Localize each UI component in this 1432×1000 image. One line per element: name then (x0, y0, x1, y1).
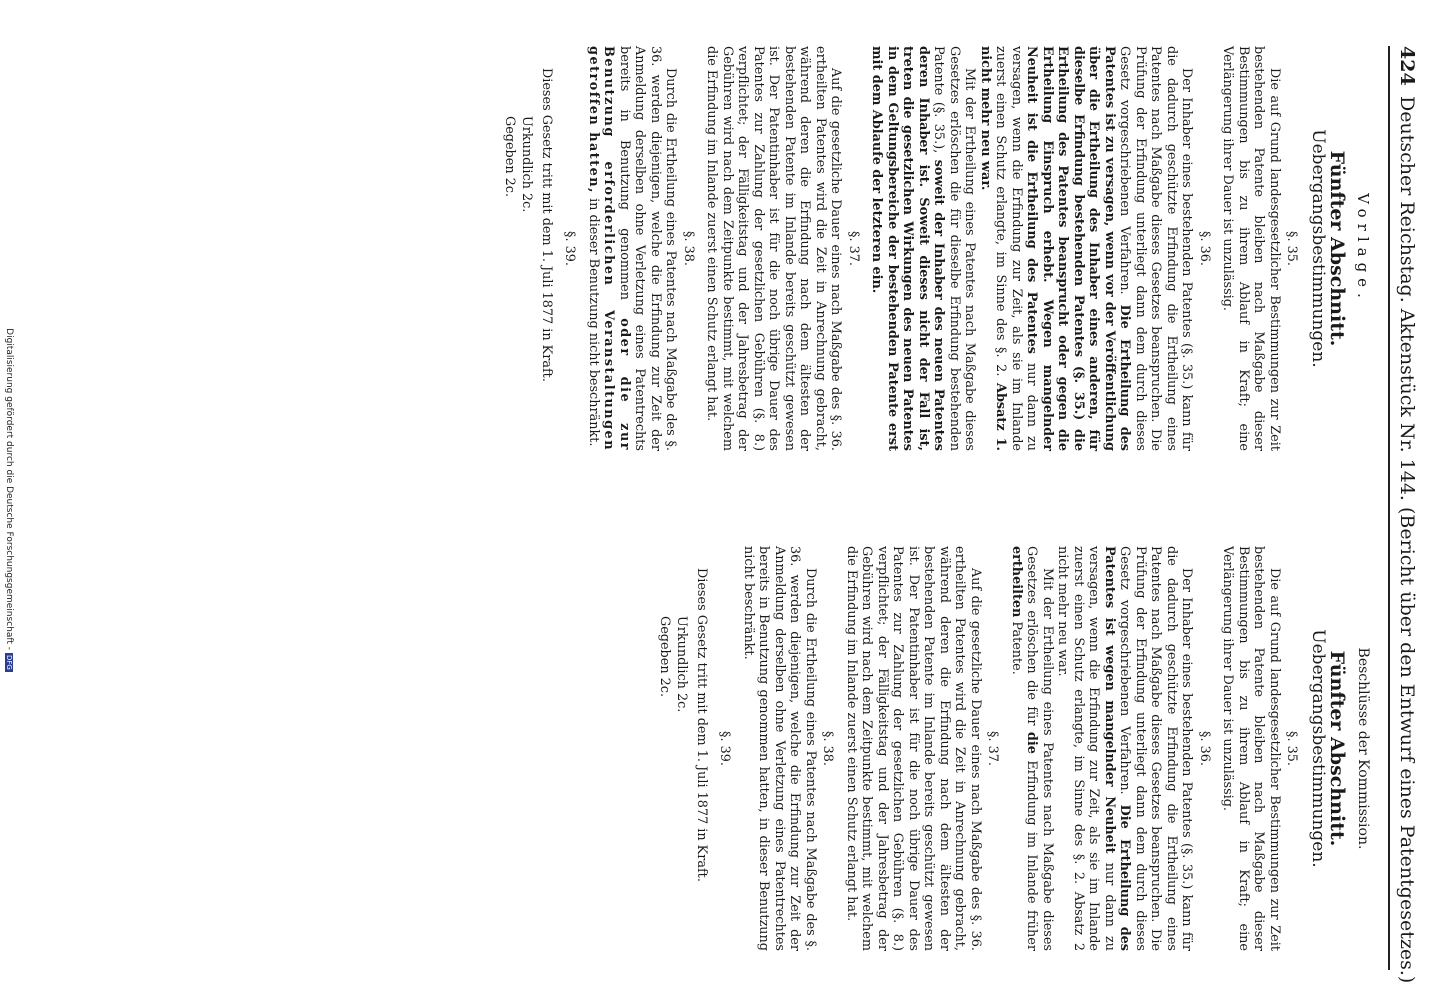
column-title: Vorlage. (1354, 193, 1372, 304)
paragraph-number: §. 35. (1284, 231, 1300, 266)
running-head: Deutscher Reichstag. Aktenstück Nr. 144. (Bericht über den Entwurf eines Patentgesetzes.) (1396, 96, 1418, 984)
paragraph-number: §. 39. (562, 231, 578, 266)
signature-line: Gegeben 2c. (657, 616, 672, 698)
paragraph-text: Die auf Grund landesgesetzlicher Bestimmungen zur Zeit bestehenden Patente bleiben nach Maßgabe dieser Bestimmungen bis zu ihrem Ablauf in Kraft; eine Verlängerung ihrer Dauer ist unzulässig. (1220, 46, 1282, 451)
section-subtitle: Uebergangsbestimmungen. (1308, 129, 1328, 368)
paragraph-text: Der Inhaber eines bestehenden Patentes (§. 35.) kann für die dadurch geschützte Erfindung die Ertheilung eines Patentes nach Maßgabe dieses Gesetzes beanspruchen. Die Prüfung der Erfindung unterliegt dann dem durch dieses Gesetz vorgeschriebenen Verfahren. Die Ertheilung des Patentes ist zu versagen, wenn vor der Veröffentlichung über die Ertheilung des Inhaber eines anderen, für dieselbe Erfindung bestehenden Patentes (§. 35.) die Ertheilung des Patentes beansprucht oder gegen die Ertheilung Einspruch erhebt. Wegen mangelnder Neuheit ist die Ertheilung des Patentes nur dann zu versagen, wenn die Erfindung zur Zeit, als sie im Inlande zuerst einen Schutz erlangte, im Sinne des §. 2. Absatz 1. nicht mehr neu war. (978, 46, 1195, 451)
page-number: 424 (1396, 46, 1418, 86)
section-subtitle: Uebergangsbestimmungen. (1308, 629, 1328, 868)
paragraph-number: §. 37. (985, 731, 1001, 766)
signature-line: Urkundlich 2c. (519, 116, 535, 213)
paragraph-text: Auf die gesetzliche Dauer eines nach Maßgabe des §. 36. ertheilten Patentes wird die Zeit in Anrechnung gebracht, während deren die Erfindung nach dem ältesten der bestehenden Patente im Inlande bereits geschützt gewesen ist. Der Patentinhaber ist für die noch übrige Dauer des Patentes zur Zahlung der gesetzlichen Gebühren (§. 8.) verpflichtet; der Fälligkeitstag und der Jahresbetrag der Gebühren wird nach dem Zeitpunkte bestimmt, mit welchem die Erfindung im Inlande zuerst einen Schutz erlangt hat. (844, 546, 983, 951)
paragraph-number: §. 39. (717, 731, 733, 766)
paragraph-number: §. 36. (1197, 731, 1212, 766)
paragraph-number: §. 38. (820, 731, 836, 766)
paragraph-text: Der Inhaber eines bestehenden Patentes (§. 35.) kann für die dadurch geschützte Erfindung die Ertheilung eines Patentes nach Maßgabe dieses Gesetzes beanspruchen. Die Prüfung der Erfindung unterliegt dann dem durch dieses Gesetz vorgeschriebenen Verfahren. Die Ertheilung des Patentes ist wegen mangelnder Neuheit nur dann zu versagen, wenn die Erfindung zur Zeit, als sie im Inlande zuerst einen Schutz erlangte, im Sinne des §. 2. Absatz 2 nicht mehr neu war. (1055, 546, 1195, 951)
dfg-logo-icon: DFG (5, 655, 13, 670)
section-title: Fünfter Abschnitt. (1326, 150, 1349, 347)
paragraph-number: §. 35. (1284, 731, 1300, 766)
paragraph-text: Dieses Gesetz tritt mit dem 1. Juli 1877 in Kraft. (694, 568, 709, 882)
paragraph-number: §. 38. (681, 231, 696, 266)
paragraph-number: §. 37. (846, 231, 861, 266)
paragraph-text: Auf die gesetzliche Dauer eines nach Maßgabe des §. 36. ertheilten Patentes wird die Zeit in Anrechnung gebracht, während deren die Erfindung nach dem ältesten der bestehenden Patente im Inlande bereits geschützt gewesen ist. Der Patentinhaber ist für die noch übrige Dauer des Patentes zur Zahlung der gesetzlichen Gebühren (§. 8.) verpflichtet; der Fälligkeitstag und der Jahresbetrag der Gebühren wird nach dem Zeitpunkte bestimmt, mit welchem die Erfindung im Inlande zuerst einen Schutz erlangt hat. (704, 46, 844, 451)
paragraph-text: Dieses Gesetz tritt mit dem 1. Juli 1877 in Kraft. (539, 68, 554, 382)
signature-line: Urkundlich 2c. (674, 616, 690, 713)
header-rule (1388, 46, 1390, 970)
digitization-credit: Digitalisierung gefördert durch die Deutsche Forschungsgemeinschaft -DFG (4, 328, 14, 670)
column-title: Beschlüsse der Kommission. (1355, 647, 1371, 850)
paragraph-text: Durch die Ertheilung eines Patentes nach Maßgabe des §. 36. werden diejenigen, welche die Erfindung zur Zeit der Anmeldung derselben ohne Verletzung eines Patentrechts bereits in Benutzung genommen oder die zur Benutzung erforderlichen Veranstaltungen getroffen hatten, in dieser Benutzung nicht beschränkt. (586, 46, 679, 451)
paragraph-text: Die auf Grund landesgesetzlicher Bestimmungen zur Zeit bestehenden Patente bleiben nach Maßgabe dieser Bestimmungen bis zu ihrem Ablauf in Kraft; eine Verlängerung ihrer Dauer ist unzulässig. (1220, 546, 1282, 951)
signature-line: Gegeben 2c. (502, 116, 517, 198)
column-vorlage (502, 46, 1373, 451)
column-beschluesse (657, 546, 1373, 951)
paragraph-text: Durch die Ertheilung eines Patentes nach Maßgabe des §. 36. werden diejenigen, welche die Erfindung zur Zeit der Anmeldung derselben ohne Verletzung eines Patentrechtes bereits in Benutzung genommen hatten, in dieser Benutzung nicht beschränkt. (741, 546, 818, 951)
section-title: Fünfter Abschnitt. (1326, 650, 1349, 847)
paragraph-text: Mit der Ertheilung eines Patentes nach Maßgabe dieses Gesetzes erlöschen die für die Erfindung im Inlande früher ertheilten Patente. (1009, 546, 1055, 951)
page-header (1390, 46, 1418, 984)
paragraph-number: §. 36. (1197, 231, 1212, 266)
paragraph-text: Mit der Ertheilung eines Patentes nach Maßgabe dieses Gesetzes erlöschen die für dieselbe Erfindung bestehenden Patente (§. 35.), soweit der Inhaber des neuen Patentes deren Inhaber ist. Soweit dieses nicht der Fall ist, treten die gesetzlichen Wirkungen des neuen Patentes in dem Geltungsbereiche der bestehenden Patente erst mit dem Ablaufe der letzteren ein. (869, 46, 978, 452)
